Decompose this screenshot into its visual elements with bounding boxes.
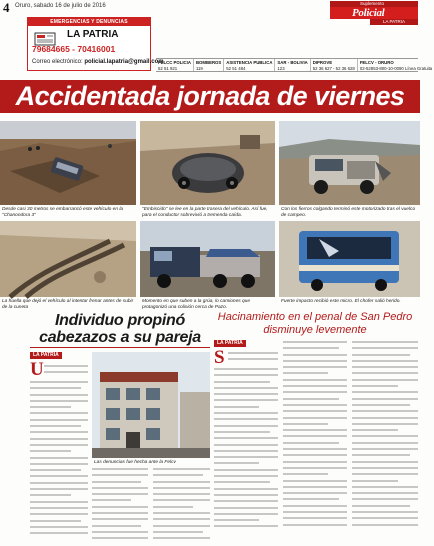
directory-item [311,59,358,71]
page-number: 4 [3,0,10,15]
caption-2: "Embiscido" se lee en la parte trasera del vehículo. Así fue, para el conductor sobrevivió a tremenda caída. [142,207,268,218]
logo-name: Policial [330,7,418,19]
directory-item [358,59,434,71]
story-right-dropcap: S [214,347,225,368]
directory-name: FELCC POLICIA [158,60,191,65]
directory-number: 02-52853-800-10-0090 Línea Gratuita [359,66,433,71]
paper-name: LA PATRIA [67,29,119,40]
story-left-dropcap: U [30,359,44,380]
directory-name: SAR - BOLIVIA [277,60,308,65]
directory-item [156,59,194,71]
story-left-headline: Individuo propinó cabezazos a su pareja [39,312,201,346]
caption-3: Con los fierros colgando terminó este motorizado tras el vuelco de campeo. [281,207,416,218]
text-block [153,468,210,542]
directory-number: 52 51 921 [158,66,178,71]
story-left-stamp: LA PATRIA [30,352,62,359]
caption-4: La huella que dejó el vehículo al intentar frenar antes de subir de la cuneta [2,299,134,310]
text-block [44,365,88,381]
photo-upside-down-car [140,121,275,205]
directory-item [224,59,275,71]
directory-name: BOMBEROS [195,60,222,65]
email-label: Correo electrónico: [32,59,83,65]
divider [30,347,210,348]
supplement-logo [330,1,418,25]
directory-name: FELCV - ORURO [359,60,394,65]
emergencias-title: EMERGENCIAS Y DENUNCIAS [28,18,150,26]
emergencias-phones: 79684665 - 70416001 [32,44,116,54]
directory-name: DIPROVE [312,60,333,65]
text-block [30,381,88,541]
directory-number: 52 51 484 [226,66,246,71]
text-block [283,341,347,542]
caption-5: Momento en que suben a la grúa, lo camiones que protagonizó una colisión cerca de Pazo. [142,299,251,310]
photo-police-building [92,352,210,458]
photo-crashed-bus [279,221,420,297]
text-block [92,468,148,542]
text-block [228,352,278,368]
directory-number: 123 [277,66,285,71]
phone-directory [156,58,433,72]
email-address[interactable]: policial.lapatria@gmail.com [84,59,164,65]
directory-name: ASISTENCIA PUBLICA [226,60,273,65]
logo-top-text: Suplemento [330,1,418,7]
story-right-stamp: LA PATRIA [214,340,246,347]
directory-item [275,59,310,71]
photo-tow-truck [140,221,275,297]
photo-damaged-pickup [279,121,420,205]
caption-6: Fuerte impacto recibió este micro. El chofer salió herido. [281,299,401,304]
story-left-photo-caption: Las denuncias fue hecha ante la Felcv [94,460,176,465]
text-block [352,341,418,542]
photo-overturned-truck [0,121,136,205]
emergencias-box [27,17,164,71]
directory-item [194,59,224,71]
directory-number: 119 [195,66,203,71]
main-headline: Accidentada jornada de viernes [0,80,420,113]
emergencias-email [32,59,164,65]
caption-1: Desde casi 30 metros se embarrancó este vehículo en la "Chanondora 3" [2,207,124,218]
directory-number: 52 36 627 - 52 36 628 [312,66,355,71]
date-line: Oruro, sabado 16 de julio de 2016 [15,3,106,9]
logo-sub-text: LA PATRIA [370,19,418,25]
photo-tire-marks [0,221,136,297]
story-right-headline: Hacinamiento en el penal de San Pedro disminuye levemente [217,311,413,336]
text-block [214,368,278,542]
